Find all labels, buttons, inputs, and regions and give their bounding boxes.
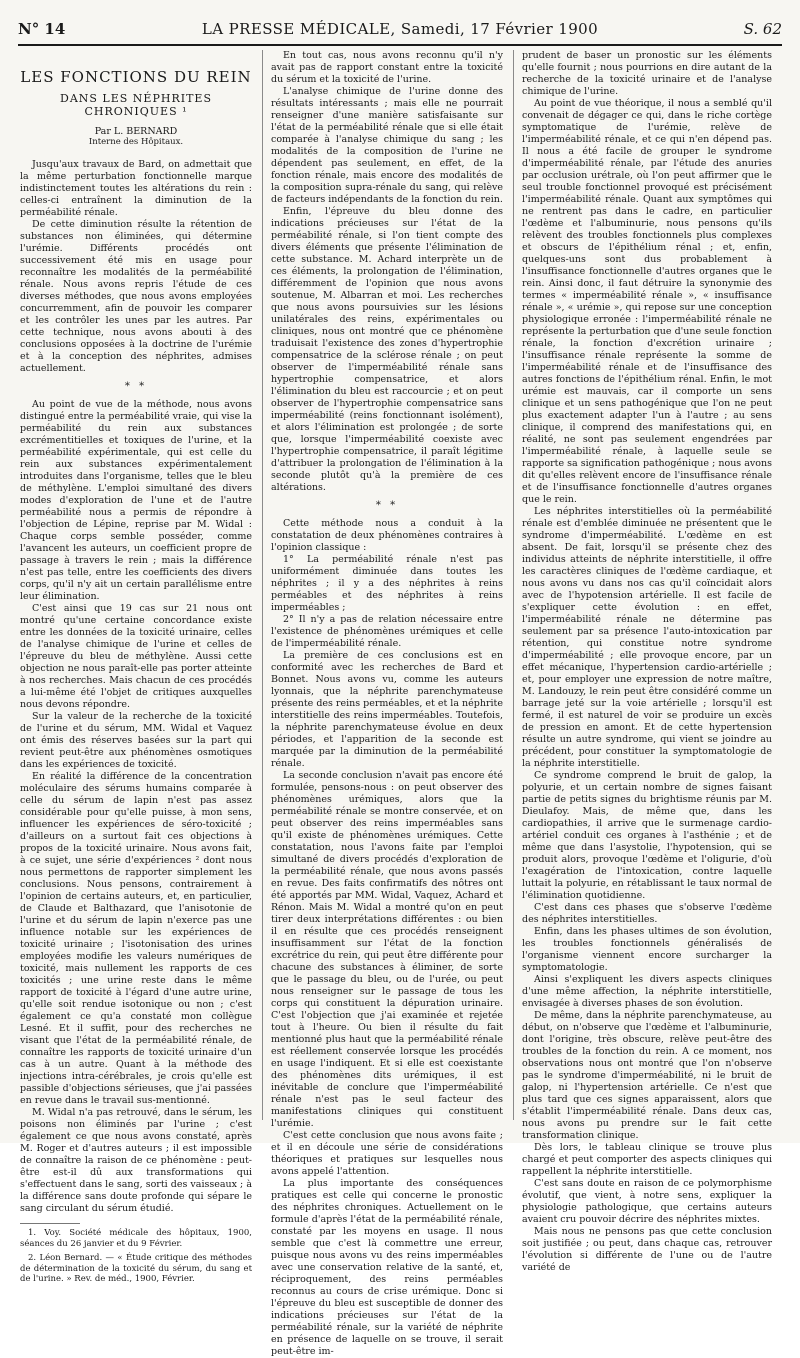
column-divider (262, 50, 263, 1120)
footnote: 2. Léon Bernard. — « Étude critique des méthodes de détermination de la toxicité du sérum, du sang et de l'urine. » Rev. de méd., 1900, Février. (20, 1253, 252, 1284)
column-1 (20, 50, 252, 1284)
paragraph: Sur la valeur de la recherche de la toxicité de l'urine et du sérum, MM. Widal et Vaquez ont émis des réserves basées sur la part qui revient peut-être aux phénomènes osmotiques dans les expériences de toxicité. (20, 711, 252, 770)
paragraph: De cette diminution résulte la rétention de substances non éliminées, qui détermine l'urémie. Différents procédés ont successivement été mis en usage pour reconnaître les modalités de la perméabilité rénale. Nous avons repris l'étude de ces diverses méthodes, que nous avons employées concurremment, afin de pouvoir les comparer et les contrôler les unes par les autres. Par cette technique, nous avons abouti à des conclusions opposées à la doctrine de l'urémie et à la conception des néphrites, admises actuellement. (20, 219, 252, 374)
paragraph: La première de ces conclusions est en conformité avec les recherches de Bard et Bonnet. Nous avons vu, comme les auteurs lyonnais, que la néphrite parenchymateuse présente des reins perméables, et et la néphrite interstitielle des reins imperméables. Toutefois, la néphrite parenchymateuse évolue en deux périodes, et l'apparition de la seconde est marquée par la diminution de la perméabilité rénale. (271, 650, 503, 769)
paragraph: L'analyse chimique de l'urine donne des résultats intéressants ; mais elle ne pourrait renseigner d'une manière satisfaisante sur l'état de la perméabilité rénale que si elle était comparée à l'analyse chimique du sang ; les modalités de la composition de l'urine ne dépendent pas seulement, en effet, de la fonction rénale, mais encore des modalités de la composition supra-rénale du sang, qui relève de facteurs indépendants de la fonction du rein. (271, 86, 503, 205)
paragraph: Enfin, dans les phases ultimes de son évolution, les troubles fonctionnels généralisés de l'organisme viennent encore surcharger la symptomatologie. (522, 926, 772, 973)
paragraph: C'est cette conclusion que nous avons faite ; et il en découle une série de considérations théoriques et pratiques sur lesquelles nous avons appelé l'attention. (271, 1130, 503, 1177)
header-rule (18, 44, 782, 46)
issue-number: N° 14 (18, 20, 66, 38)
footnote: 1. Voy. Société médicale des hôpitaux, 1900, séances du 26 janvier et du 9 Février. (20, 1228, 252, 1249)
paragraph: C'est dans ces phases que s'observe l'œdème des néphrites interstitielles. (522, 902, 772, 925)
paragraph: En tout cas, nous avons reconnu qu'il n'y avait pas de rapport constant entre la toxicité du sérum et la toxicité de l'urine. (271, 50, 503, 85)
section-separator: * * (124, 381, 148, 392)
paragraph: C'est ainsi que 19 cas sur 21 nous ont montré qu'une certaine concordance existe entre les données de la toxicité urinaire, celles de l'analyse chimique de l'urine et celles de l'épreuve du bleu de méthylène. Aussi cette objection ne nous paraît-elle pas porter atteinte à nos recherches. Mais chacun de ces procédés a lui-même été l'objet de critiques auxquelles nous devons répondre. (20, 603, 252, 710)
column-2 (271, 50, 503, 1357)
paragraph: En réalité la différence de la concentration moléculaire des sérums humains comparée à celle du sérum de lapin n'est pas assez considérable pour qu'elle puisse, à mon sens, influencer les expériences de séro-toxicité ; d'ailleurs on a surtout fait ces objections à propos de la toxicité urinaire. Nous avons fait, à ce sujet, une série d'expériences ² dont nous nous permettons de rapporter simplement les conclusions. Nous pensons, contrairement à l'opinion de certains auteurs, et, en particulier, de Claude et Balthazard, que l'anisotonie de l'urine et du sérum de lapin n'exerce pas une influence notable sur les expériences de toxicité urinaire ; l'isotonisation des urines employées modifie les valeurs numériques de toxicité, mais nullement les rapports de ces toxicités ; une urine reste dans le même rapport de toxicité à l'égard d'une autre urine, qu'elle soit rendue isotonique ou non ; c'est également ce qu'a constaté mon collègue Lesné. Et il suffit, pour des recherches ne visant que l'état de la perméabilité rénale, de connaître les rapports de toxicité urinaire d'un cas à un autre. Quant à la méthode des injections intra-cérébrales, je crois qu'elle est passible d'objections sérieuses, que j'ai passées en revue dans le travail sus-mentionné. (20, 771, 252, 1106)
section-separator: * * (375, 500, 399, 511)
paragraph: prudent de baser un pronostic sur les éléments qu'elle fournit ; nous pourrions en dire autant de la recherche de la toxicité urinaire et de l'analyse chimique de l'urine. (522, 50, 772, 97)
article-subtitle: DANS LES NÉPHRITES CHRONIQUES ¹ (60, 92, 212, 118)
author-affiliation: Interne des Hôpitaux. (88, 137, 184, 147)
column-divider (513, 50, 514, 1120)
paragraph: Ainsi s'expliquent les divers aspects cliniques d'une même affection, la néphrite interstitielle, envisagée à diverses phases de son évolution. (522, 974, 772, 1009)
paragraph: 1° La perméabilité rénale n'est pas uniformément diminuée dans toutes les néphrites ; il y a des néphrites à reins perméables et des néphrites à reins imperméables ; (271, 554, 503, 613)
paragraph: Les néphrites interstitielles où la perméabilité rénale est d'emblée diminuée ne présentent que le syndrome d'imperméabilité. L'œdème en est absent. De fait, lorsqu'il se présente chez des individus atteints de néphrite interstitielle, il offre les caractères cliniques de l'œdème cardiaque, et nous avons vu dans nos cas qu'il coïncidait alors avec de l'hypotension artérielle. Il est facile de s'expliquer cette évolution : en effet, l'imperméabilité rénale ne détermine pas seulement par sa présence l'auto-intoxication par rétention, qui constitue notre syndrome d'imperméabilité ; elle provoque encore, par un effet mécanique, l'hypertension cardio-artérielle ; et, pour employer une expression de notre maître, M. Landouzy, le rein peut être considéré comme un barrage jeté sur la voie artérielle ; lorsqu'il est fermé, il est naturel de voir se produire un excès de pression en amont. Et de cette hypertension résulte un autre syndrome, qui vient se joindre au précédent, pour constituer la symptomatologie de la néphrite interstitielle. (522, 506, 772, 769)
paragraph: Ce syndrome comprend le bruit de galop, la polyurie, et un certain nombre de signes faisant partie de petits signes du brightisme réunis par M. Dieulafoy. Mais, de même que, dans les cardiopathies, il arrive que le surmenage cardio-artériel conduit ces organes à l'asthénie ; et de même que dans l'asystolie, l'hypotension, qui se produit alors, provoque l'œdème et l'oligurie, d'où l'exagération de l'intoxication, contre laquelle luttait la polyurie, en rétablissant le taux normal de l'élimination quotidienne. (522, 770, 772, 901)
paragraph: La plus importante des conséquences pratiques est celle qui concerne le pronostic des néphrites chroniques. Actuellement on le formule d'après l'état de la perméabilité rénale, constaté par les moyens en usage. Il nous semble que c'est là commettre une erreur, puisque nous avons vu des reins imperméables avec une conservation relative de la santé, et, réciproquement, des reins perméables reconnus au cours de crise urémique. Donc si l'épreuve du bleu est susceptible de donner des indications précieuses sur l'état de la perméabilité rénale, sur la variété de néphrite en présence de laquelle on se trouve, il serait peut-être im- (271, 1178, 503, 1357)
page-number: S. 62 (743, 20, 782, 38)
paragraph: Jusqu'aux travaux de Bard, on admettait que la même perturbation fonctionnelle marque indistinctement toutes les altérations du rein : celles-ci entraînent la diminution de la perméabilité rénale. (20, 159, 252, 218)
paragraph: Au point de vue de la méthode, nous avons distingué entre la perméabilité vraie, qui vise la perméabilité du rein aux substances excrémentitielles et toxiques de l'urine, et la perméabilité expérimentale, qui est celle du rein aux substances expérimentalement introduites dans l'organisme, telles que le bleu de méthylène. L'emploi simultané des divers modes d'exploration de l'une et de l'autre perméabilité nous a permis de répondre à l'objection de Lépine, reprise par M. Widal : Chaque corps semble posséder, comme l'avancent les auteurs, un coefficient propre de passage à travers le rein ; mais la différence n'est pas telle, entre les coefficients des divers corps, qu'il n'y ait un certain parallélisme entre leur élimination. (20, 399, 252, 602)
paragraph: De même, dans la néphrite parenchymateuse, au début, on n'observe que l'œdème et l'albuminurie, dont l'origine, très obscure, relève peut-être des troubles de la fonction du rein. A ce moment, nos observations nous ont montré que l'on n'observe pas le syndrome d'imperméabilité, ni le bruit de galop, ni l'hypertension artérielle. Ce n'est que plus tard que ces signes apparaissent, alors que s'établit l'imperméabilité rénale. Dans deux cas, nous avons pu prendre sur le fait cette transformation clinique. (522, 1010, 772, 1141)
paragraph: M. Widal n'a pas retrouvé, dans le sérum, les poisons non éliminés par l'urine ; c'est également ce que nous avons constaté, après M. Roger et d'autres auteurs ; il est impossible de connaître la raison de ce phénomène : peut-être est-il dû aux transformations qui s'effectuent dans le sang, sorti des vaisseaux ; à la différence sans doute profonde qui sépare le sang circulant du sérum étudié. (20, 1107, 252, 1214)
column-3 (522, 50, 772, 1273)
paragraph: Mais nous ne pensons pas que cette conclusion soit justifiée ; ou peut, dans chaque cas, retrouver l'évolution si différente de l'une ou de l'autre variété de (522, 1226, 772, 1273)
page-header (18, 19, 782, 43)
paragraph: La seconde conclusion n'avait pas encore été formulée, pensons-nous : on peut observer des phénomènes urémiques, alors que la perméabilité rénale se montre conservée, et on peut observer des reins imperméables sans qu'il existe de phénomènes urémiques. Cette constatation, nous l'avons faite par l'emploi simultané de divers procédés d'exploration de la perméabilité rénale, que nous avons passés en revue. Des faits confirmatifs des nôtres ont été apportés par MM. Widal, Vaquez, Achard et Rénon. Mais M. Widal a montré qu'on en peut tirer deux interprétations différentes : ou bien il en résulte que ces procédés renseignent insuffisamment sur l'état de la fonction excrétrice du rein, qui peut être différente pour chacune des substances à éliminer, de sorte que le passage du bleu, ou de l'urée, ou peut nous renseigner sur le passage de tous les corps qui constituent la dépuration urinaire. C'est l'objection que j'ai examinée et rejetée tout à l'heure. Ou bien il résulte du fait mentionné plus haut que la perméabilité rénale est réellement conservée lorsque les procédés en usage l'indiquent. Et si elle est coexistante des phénomènes dits urémiques, il est inévitable de conclure que l'imperméabilité rénale n'est pas le seul facteur des manifestations cliniques qui constituent l'urémie. (271, 770, 503, 1129)
article-title: LES FONCTIONS DU REIN (20, 68, 252, 86)
paragraph: C'est sans doute en raison de ce polymorphisme évolutif, que vient, à notre sens, expliquer la physiologie pathologique, que certains auteurs avaient cru pouvoir décrire des néphrites mixtes. (522, 1178, 772, 1225)
paragraph: Enfin, l'épreuve du bleu donne des indications précieuses sur l'état de la perméabilité rénale, si l'on tient compte des divers éléments que présente l'élimination de cette substance. M. Achard interprète un de ces éléments, la prolongation de l'élimination, différemment de l'opinion que nous avons soutenue, M. Albarran et moi. Les recherches que nous avons poursuivies sur les lésions unilatérales des reins, expérimentales ou cliniques, nous ont montré que ce phénomène traduisait l'existence des zones d'hypertrophie compensatrice de la sclérose rénale ; on peut observer de l'imperméabilité rénale sans hypertrophie compensatrice, et alors l'élimination du bleu est raccourcie ; et on peut observer de l'hypertrophie compensatrice sans imperméabilité (reins fonctionnant isolément), et alors l'élimination est prolongée ; de sorte que, lorsque l'imperméabilité coexiste avec l'hypertrophie compensatrice, il paraît légitime d'attribuer la prolongation de l'élimination à la seconde plutôt qu'à la première de ces altérations. (271, 206, 503, 493)
paragraph: 2° Il n'y a pas de relation nécessaire entre l'existence de phénomènes urémiques et celle de l'imperméabilité rénale. (271, 614, 503, 649)
paragraph: Cette méthode nous a conduit à la constatation de deux phénomènes contraires à l'opinion classique : (271, 518, 503, 553)
footnote-rule (20, 1223, 80, 1224)
paragraph: Au point de vue théorique, il nous a semblé qu'il convenait de dégager ce qui, dans le riche cortège symptomatique de l'urémie, relève de l'imperméabilité rénale, et ce qui n'en dépend pas. Il nous a été facile de grouper le syndrome d'imperméabilité rénale, par l'étude des anuries par occlusion urétrale, où l'on peut affirmer que le seul trouble fonctionnel provoqué est précisément l'imperméabilité rénale. Quant aux symptômes qui ne rentrent pas dans le cadre, en particulier l'œdème et l'albuminurie, nous pensons qu'ils relèvent des troubles fonctionnels plus complexes et obscurs de l'épithélium rénal ; et, enfin, quelques-uns sont dus probablement à l'insuffisance fonctionnelle d'autres organes que le rein. Ainsi donc, il faut détruire la synonymie des termes « imperméabilité rénale », « insuffisance rénale », « urémie », qui repose sur une conception physiologique erronée : l'imperméabilité rénale ne représente la perturbation que d'une seule fonction rénale, la fonction d'excrétion urinaire ; l'insuffisance rénale représente la somme de l'imperméabilité rénale et de l'insuffisance des autres fonctions de l'épithélium rénal. Enfin, le mot urémie est mauvais, car il comporte un sens clinique et un sens pathogénique que l'on ne peut plus exactement adapter l'un à l'autre ; au sens clinique, il comprend des manifestations qui, en réalité, ne sont pas seulement engendrées par l'imperméabilité rénale, à laquelle seule se rapporte sa signification pathogénique ; nous avons dit qu'elles relèvent encore de l'insuffisance rénale et de l'insuffisance fonctionnelle d'autres organes que le rein. (522, 98, 772, 505)
masthead-title: LA PRESSE MÉDICALE, Samedi, 17 Février 1900 (201, 20, 599, 38)
article-author: Par L. BERNARD (94, 126, 178, 137)
paragraph: Dès lors, le tableau clinique se trouve plus chargé et peut comporter des aspects cliniques qui rappellent la néphrite interstitielle. (522, 1142, 772, 1177)
